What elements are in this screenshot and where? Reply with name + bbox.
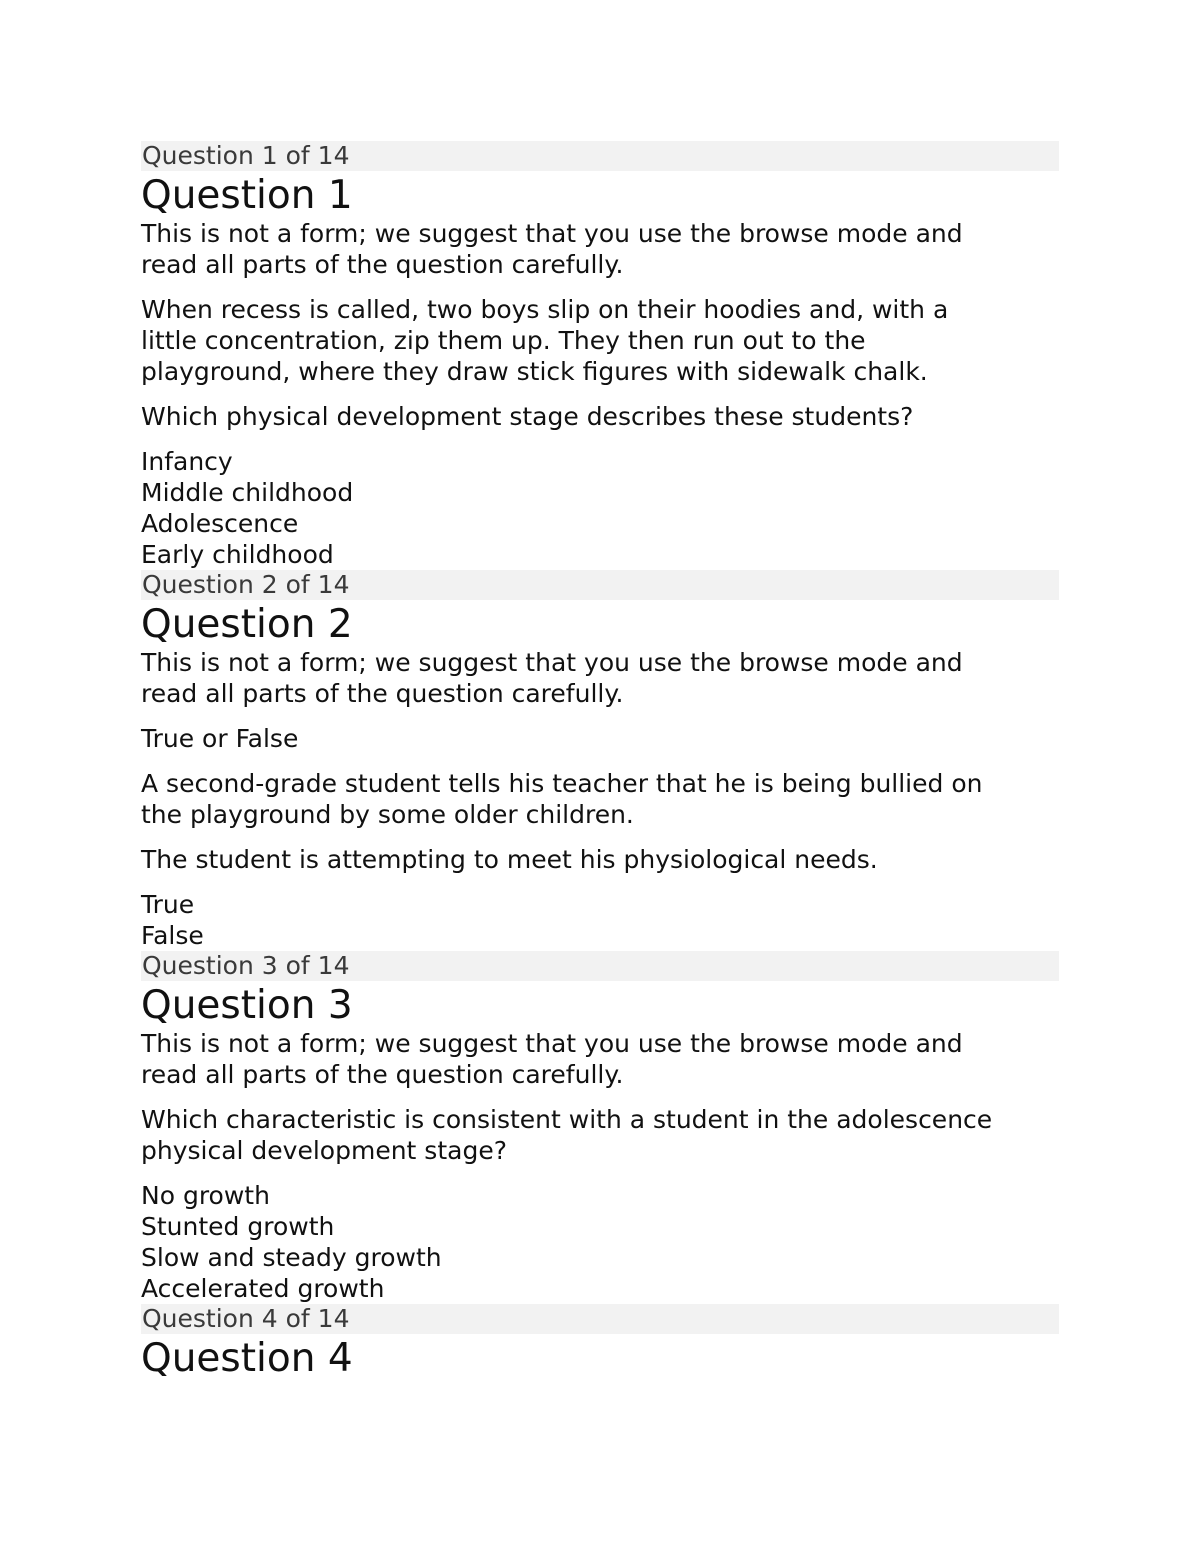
question-scenario: A second-grade student tells his teacher that he is being bullied on the playground by some older children.: [141, 769, 983, 829]
question-block: [141, 141, 1059, 570]
answer-option[interactable]: Slow and steady growth: [141, 1243, 442, 1272]
question-counter: Question 4 of 14: [141, 1304, 1059, 1334]
answer-option[interactable]: False: [141, 921, 204, 950]
question-type: True or False: [141, 724, 299, 753]
question-block: [141, 570, 1059, 951]
question-scenario: When recess is called, two boys slip on their hoodies and, with a little concentration, zip them up. They then run out to the playground, where they draw stick figures with sidewalk chalk.: [141, 295, 949, 386]
answer-option[interactable]: No growth: [141, 1181, 270, 1210]
answer-option[interactable]: Middle childhood: [141, 478, 354, 507]
question-prompt: Which physical development stage describes these students?: [141, 402, 914, 431]
quiz-content: [141, 141, 1059, 1382]
question-instructions: This is not a form; we suggest that you use the browse mode and read all parts of the question carefully.: [141, 1029, 963, 1089]
question-counter: Question 1 of 14: [141, 141, 1059, 171]
question-instructions: This is not a form; we suggest that you use the browse mode and read all parts of the question carefully.: [141, 219, 963, 279]
answer-option[interactable]: Accelerated growth: [141, 1274, 385, 1303]
question-counter: Question 2 of 14: [141, 570, 1059, 600]
question-title: Question 3: [141, 983, 353, 1028]
answer-option[interactable]: True: [141, 890, 195, 919]
question-title: Question 1: [141, 173, 353, 218]
answer-options: [141, 446, 1059, 570]
question-block: [141, 1304, 1059, 1382]
question-block: [141, 951, 1059, 1304]
question-prompt: Which characteristic is consistent with a student in the adolescence physical development stage?: [141, 1105, 993, 1165]
answer-option[interactable]: Infancy: [141, 447, 233, 476]
answer-option[interactable]: Early childhood: [141, 540, 334, 569]
answer-options: [141, 1180, 1059, 1304]
answer-options: [141, 889, 1059, 951]
question-prompt: The student is attempting to meet his physiological needs.: [141, 845, 878, 874]
question-title: Question 4: [141, 1336, 353, 1381]
answer-option[interactable]: Adolescence: [141, 509, 299, 538]
answer-option[interactable]: Stunted growth: [141, 1212, 335, 1241]
question-instructions: This is not a form; we suggest that you use the browse mode and read all parts of the question carefully.: [141, 648, 963, 708]
question-title: Question 2: [141, 602, 353, 647]
question-counter: Question 3 of 14: [141, 951, 1059, 981]
